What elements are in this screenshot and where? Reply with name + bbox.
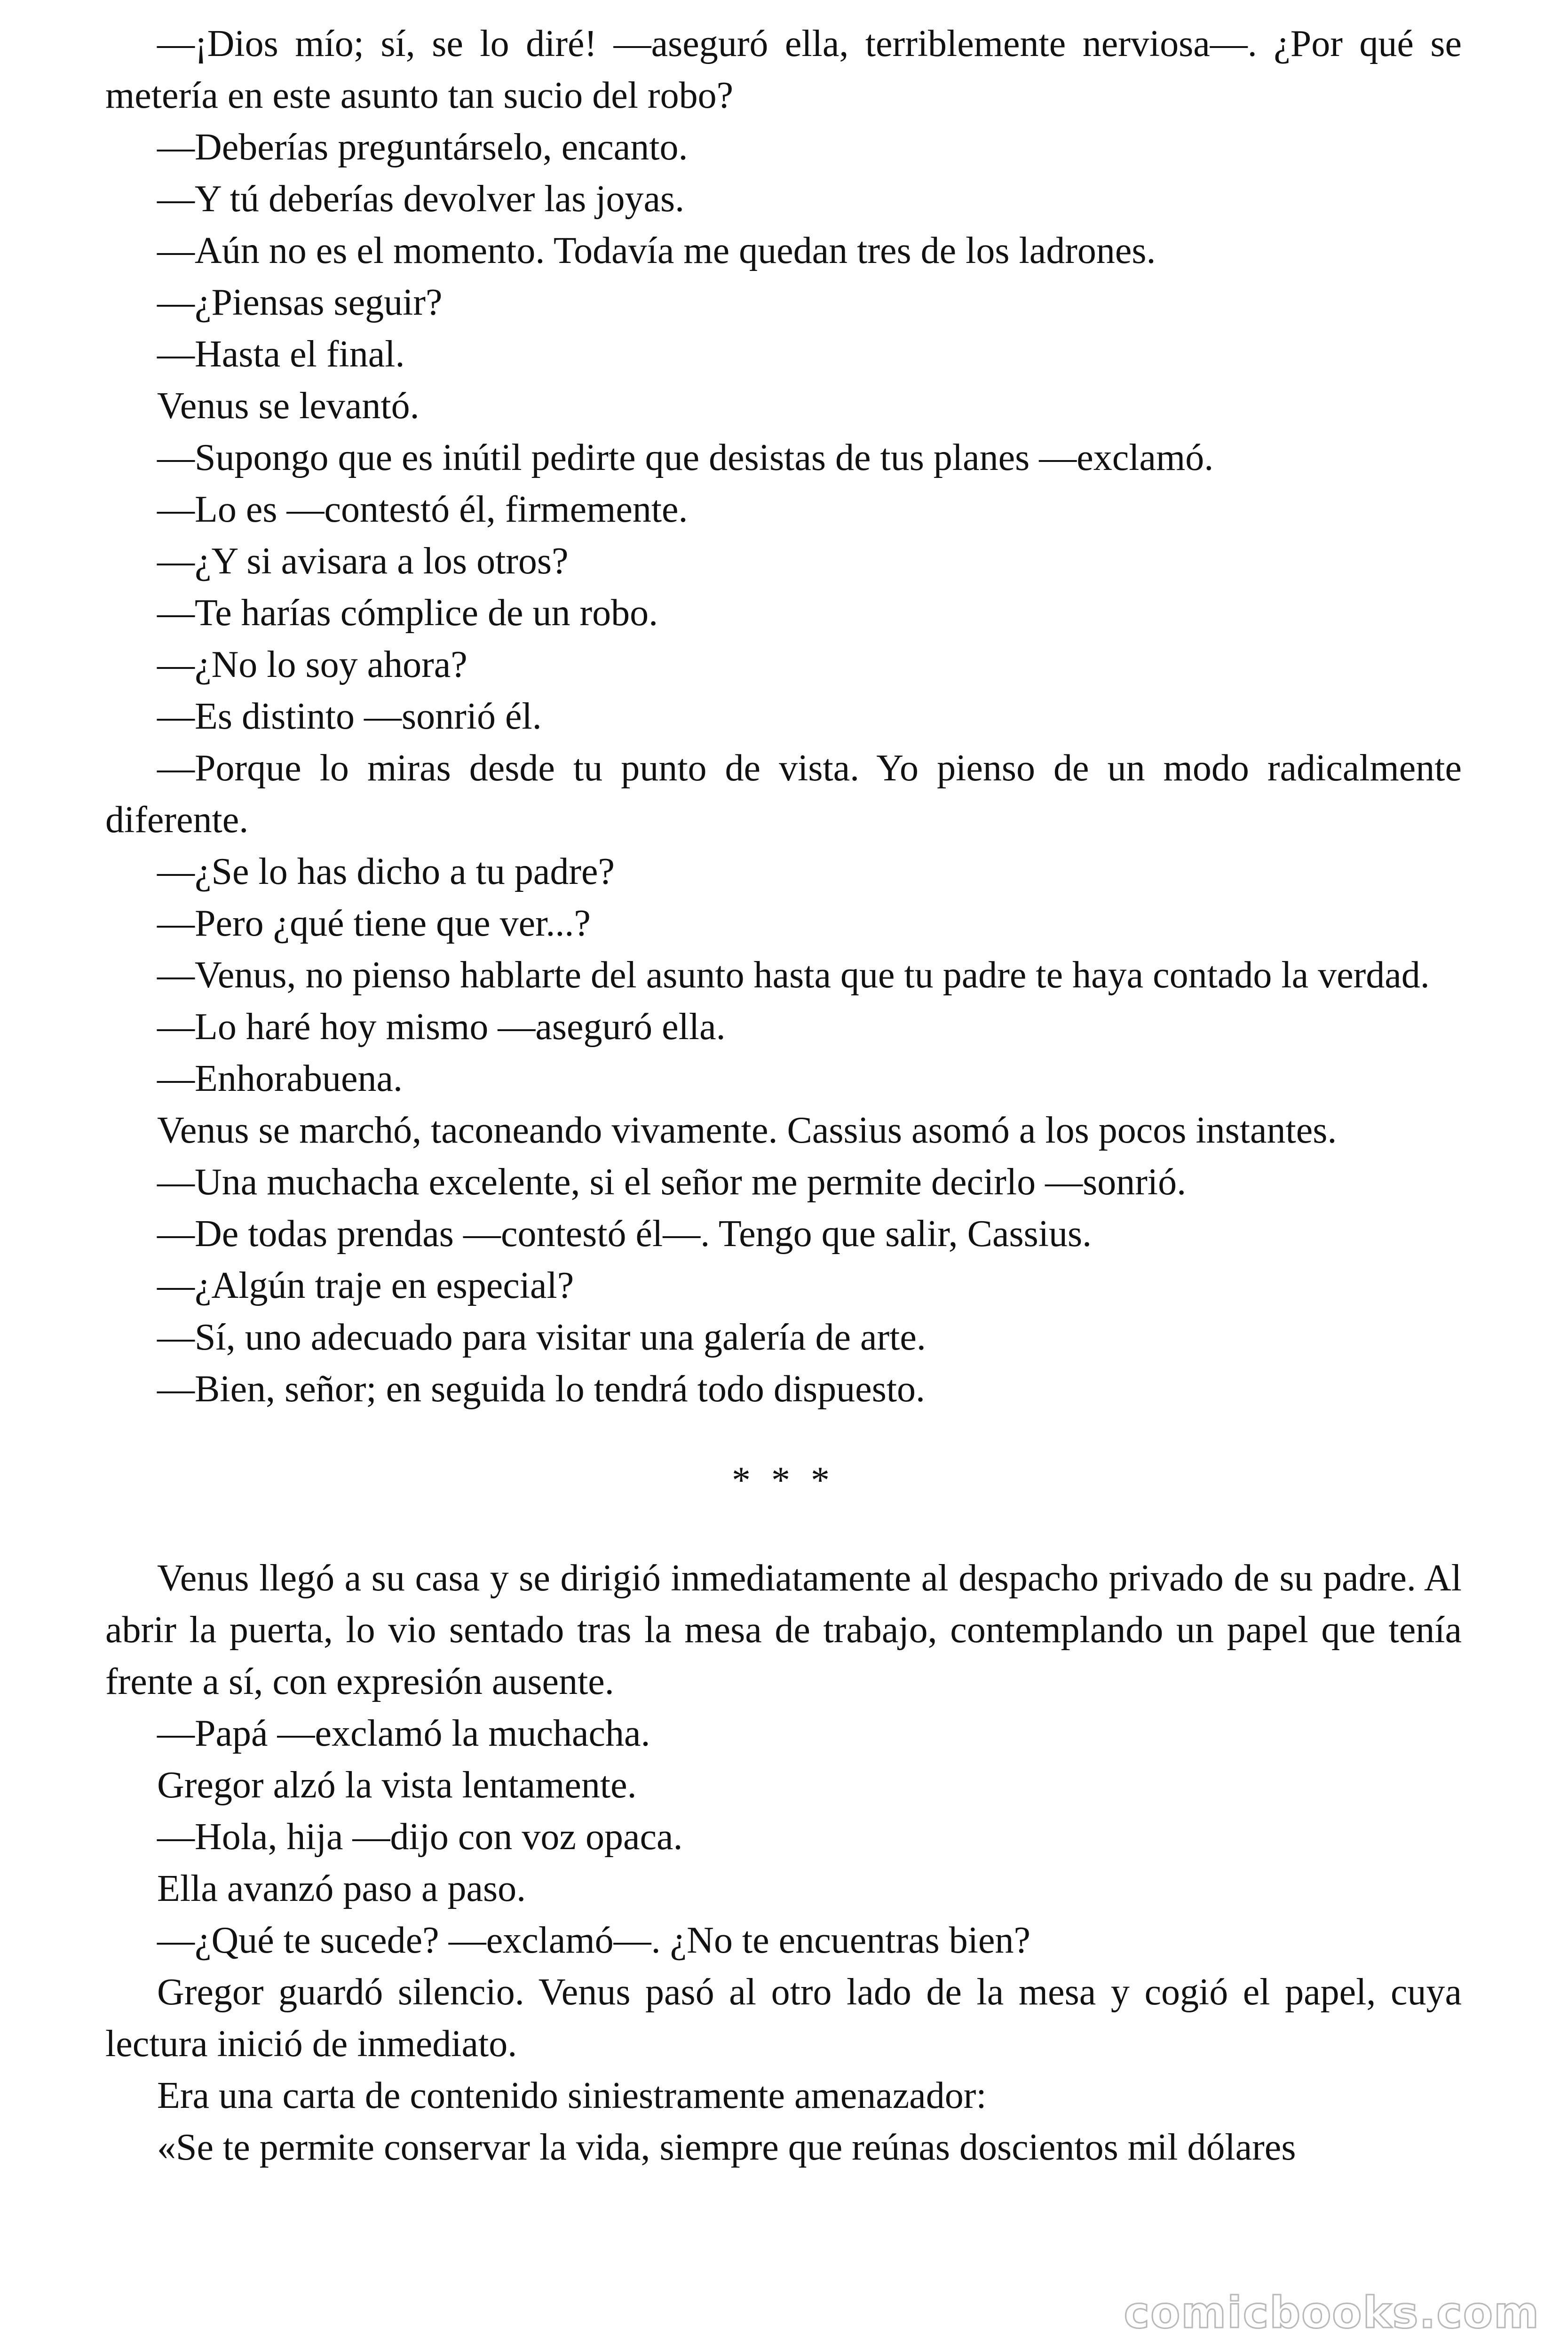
paragraph: —Deberías preguntárselo, encanto.	[157, 127, 688, 168]
paragraph: —¿Algún traje en especial?	[157, 1265, 574, 1306]
paragraph: —¿No lo soy ahora?	[157, 644, 467, 685]
paragraph: —Una muchacha excelente, si el señor me permite decirlo —sonrió.	[157, 1161, 1187, 1203]
paragraph: —Enhorabuena.	[157, 1058, 403, 1099]
paragraph: —Es distinto —sonrió él.	[157, 696, 542, 737]
paragraph: —Lo es —contestó él, firmemente.	[157, 489, 688, 530]
paragraph: Ella avanzó paso a paso.	[157, 1868, 526, 1909]
paragraph: —¿Piensas seguir?	[157, 282, 443, 323]
watermark: comicbooks.com	[1124, 2288, 1540, 2338]
paragraph: —Bien, señor; en seguida lo tendrá todo dispuesto.	[157, 1368, 926, 1410]
paragraph: —¡Dios mío; sí, se lo diré! —aseguró ella, terriblemente nerviosa—. ¿Por qué se metería en este asunto tan sucio del robo?	[105, 23, 1462, 116]
text-block-bottom	[105, 1552, 1462, 2173]
paragraph: Venus llegó a su casa y se dirigió inmediatamente al despacho privado de su padre. Al abrir la puerta, lo vio sentado tras la mesa de trabajo, contemplando un papel que tenía frente a sí, con expresión ausente.	[105, 1557, 1462, 1702]
paragraph: —¿Y si avisara a los otros?	[157, 540, 569, 582]
paragraph: —Hasta el final.	[157, 334, 405, 375]
page-body	[105, 18, 1462, 2173]
paragraph: «Se te permite conservar la vida, siempre que reúnas doscientos mil dólares	[157, 2127, 1296, 2168]
text-block-top	[105, 18, 1462, 1415]
paragraph: Era una carta de contenido siniestramente amenazador:	[157, 2075, 987, 2116]
paragraph: —Hola, hija —dijo con voz opaca.	[157, 1816, 683, 1858]
paragraph: —Porque lo miras desde tu punto de vista. Yo pienso de un modo radicalmente diferente.	[105, 747, 1462, 841]
paragraph: —Supongo que es inútil pedirte que desistas de tus planes —exclamó.	[157, 437, 1214, 478]
paragraph: —Venus, no pienso hablarte del asunto hasta que tu padre te haya contado la verdad.	[157, 954, 1430, 996]
paragraph: —Papá —exclamó la muchacha.	[157, 1713, 650, 1754]
paragraph: Gregor alzó la vista lentamente.	[157, 1764, 637, 1806]
paragraph: Gregor guardó silencio. Venus pasó al otro lado de la mesa y cogió el papel, cuya lectura inició de inmediato.	[105, 1971, 1462, 2065]
paragraph: —Y tú deberías devolver las joyas.	[157, 178, 685, 220]
paragraph: —Aún no es el momento. Todavía me quedan tres de los ladrones.	[157, 230, 1156, 271]
paragraph: —Lo haré hoy mismo —aseguró ella.	[157, 1006, 726, 1048]
paragraph: —¿Qué te sucede? —exclamó—. ¿No te encuentras bien?	[157, 1920, 1030, 1961]
paragraph: Venus se marchó, taconeando vivamente. Cassius asomó a los pocos instantes.	[157, 1110, 1337, 1151]
paragraph: —De todas prendas —contestó él—. Tengo que salir, Cassius.	[157, 1213, 1092, 1255]
paragraph: —¿Se lo has dicho a tu padre?	[157, 851, 615, 892]
paragraph: —Te harías cómplice de un robo.	[157, 592, 658, 634]
paragraph: Venus se levantó.	[157, 385, 420, 427]
paragraph: —Pero ¿qué tiene que ver...?	[157, 903, 591, 944]
section-separator: * * *	[732, 1460, 835, 1501]
paragraph: —Sí, uno adecuado para visitar una galería de arte.	[157, 1317, 926, 1358]
